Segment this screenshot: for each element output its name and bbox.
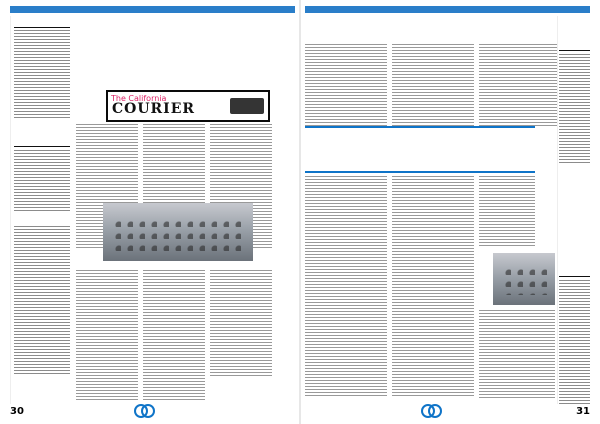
sidebar-rule	[14, 27, 70, 28]
article-text-column	[479, 176, 535, 246]
rings-icon	[134, 404, 152, 416]
right-sidebar	[557, 16, 591, 404]
sidebar-text	[14, 150, 70, 212]
article-text-column	[392, 248, 474, 398]
rings-icon	[421, 404, 439, 416]
article-text-column	[479, 44, 557, 128]
sidebar-text	[559, 280, 590, 404]
photo	[493, 253, 555, 305]
article-text-column	[392, 44, 474, 128]
sidebar-rule	[559, 50, 590, 51]
left-sidebar	[10, 16, 73, 404]
page-number: 31	[576, 406, 590, 417]
photo-people	[109, 215, 247, 253]
article-text-column	[392, 176, 474, 246]
page-number: 30	[10, 406, 24, 417]
sidebar-text	[14, 226, 70, 376]
sidebar-rule	[559, 276, 590, 277]
article-text-column	[305, 176, 387, 246]
right-page	[305, 0, 590, 424]
footer-logo	[421, 402, 441, 418]
sidebar-text	[14, 30, 70, 120]
sidebar-text	[559, 54, 590, 164]
right-header-bar	[305, 6, 590, 13]
logo-word: COURIER	[112, 101, 196, 117]
article-text-column	[305, 248, 387, 398]
logo-label: The California	[111, 94, 167, 103]
article-text-column	[305, 44, 387, 128]
headline-rule	[305, 126, 535, 128]
photo-people	[499, 263, 549, 295]
article-text-column	[210, 270, 272, 378]
footer-logo	[134, 402, 154, 418]
sidebar-rule	[14, 146, 70, 147]
group-photo	[103, 203, 253, 261]
left-page	[10, 0, 295, 424]
article-text-column	[143, 270, 205, 402]
article-text-column	[76, 270, 138, 402]
headline-rule	[305, 171, 535, 173]
gutter-fold	[299, 0, 301, 424]
logo-mark	[230, 98, 264, 114]
left-header-bar	[10, 6, 295, 13]
california-courier-logo	[106, 90, 270, 122]
article-text-column	[479, 310, 555, 398]
